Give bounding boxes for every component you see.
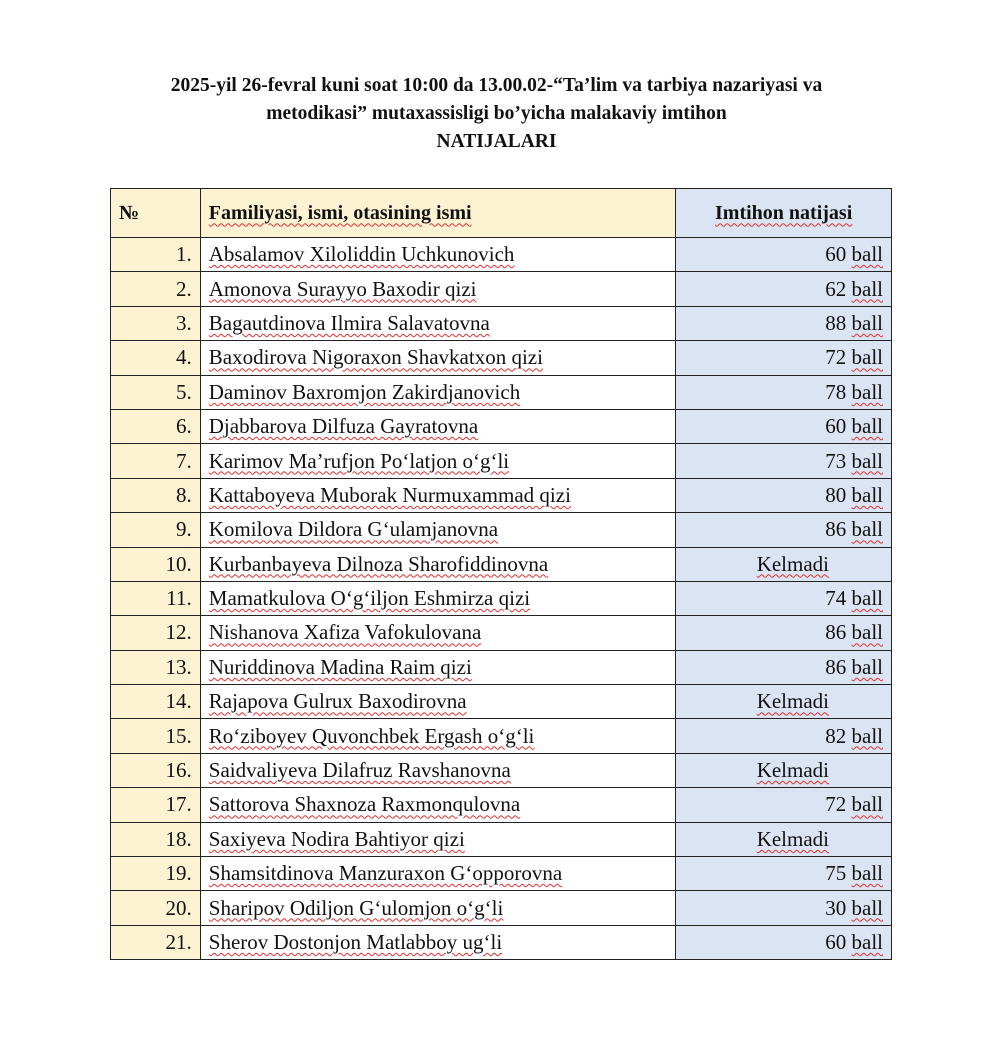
row-number: 20.	[111, 891, 201, 925]
row-result-cell	[676, 788, 892, 822]
row-number: 17.	[111, 788, 201, 822]
score-value: 86	[825, 620, 847, 645]
row-name-cell	[200, 650, 676, 684]
table-row	[111, 891, 892, 925]
row-result-cell	[676, 547, 892, 581]
row-number: 1.	[111, 238, 201, 272]
column-header-result: Imtihon natijasi	[676, 189, 892, 238]
table-row	[111, 788, 892, 822]
table-row	[111, 444, 892, 478]
row-result-cell	[676, 857, 892, 891]
table-row	[111, 238, 892, 272]
row-number: 9.	[111, 513, 201, 547]
score-value: 60	[825, 414, 847, 439]
row-number: 12.	[111, 616, 201, 650]
score-value: 62	[825, 276, 847, 301]
table-row	[111, 925, 892, 959]
row-name-cell	[200, 478, 676, 512]
row-result-cell	[676, 238, 892, 272]
student-name: Komilova Dildora G‘ulamjanovna	[208, 517, 499, 542]
row-number: 6.	[111, 409, 201, 443]
column-header-number: №	[111, 189, 201, 238]
score-unit: ball	[851, 276, 883, 301]
title-line-3: NATIJALARI	[436, 131, 557, 152]
absent-label: Kelmadi	[756, 826, 829, 851]
score-value: 78	[825, 379, 847, 404]
row-name-cell	[200, 857, 676, 891]
table-row	[111, 272, 892, 306]
absent-label: Kelmadi	[756, 689, 829, 714]
row-result-cell	[676, 616, 892, 650]
row-name-cell	[200, 753, 676, 787]
row-number: 5.	[111, 375, 201, 409]
results-table-body	[111, 238, 892, 960]
score-value: 80	[825, 482, 847, 507]
column-header-name: Familiyasi, ismi, otasining ismi	[200, 189, 676, 238]
score-value: 88	[825, 310, 847, 335]
row-number: 7.	[111, 444, 201, 478]
score-unit: ball	[851, 895, 883, 920]
table-row	[111, 341, 892, 375]
table-row	[111, 375, 892, 409]
absent-label: Kelmadi	[756, 551, 829, 576]
row-result-cell	[676, 444, 892, 478]
row-result-cell	[676, 719, 892, 753]
student-name: Saxiyeva Nodira Bahtiyor qizi	[208, 826, 465, 851]
row-name-cell	[200, 581, 676, 615]
row-name-cell	[200, 306, 676, 340]
row-name-cell	[200, 788, 676, 822]
row-name-cell	[200, 272, 676, 306]
score-value: 74	[825, 586, 847, 611]
score-value: 60	[825, 242, 847, 267]
student-name: Shamsitdinova Manzuraxon G‘opporovna	[208, 861, 563, 886]
row-number: 2.	[111, 272, 201, 306]
score-unit: ball	[851, 310, 883, 335]
table-header-row	[111, 189, 892, 238]
student-name: Sharipov Odiljon G‘ulomjon o‘g‘li	[208, 895, 504, 920]
table-row	[111, 306, 892, 340]
table-row	[111, 719, 892, 753]
table-row	[111, 685, 892, 719]
score-unit: ball	[851, 345, 883, 370]
table-row	[111, 753, 892, 787]
student-name: Saidvaliyeva Dilafruz Ravshanovna	[208, 758, 511, 783]
row-number: 18.	[111, 822, 201, 856]
row-number: 3.	[111, 306, 201, 340]
row-result-cell	[676, 341, 892, 375]
results-table	[110, 188, 892, 960]
student-name: Baxodirova Nigoraxon Shavkatxon qizi	[208, 345, 543, 370]
student-name: Sherov Dostonjon Matlabboy ug‘li	[208, 930, 503, 954]
score-value: 72	[825, 792, 847, 817]
row-number: 19.	[111, 857, 201, 891]
score-unit: ball	[851, 414, 883, 439]
student-name: Ro‘ziboyev Quvonchbek Ergash o‘g‘li	[208, 723, 535, 748]
student-name: Djabbarova Dilfuza Gayratovna	[208, 414, 479, 439]
score-unit: ball	[851, 792, 883, 817]
row-number: 4.	[111, 341, 201, 375]
table-row	[111, 822, 892, 856]
student-name: Kattaboyeva Muborak Nurmuxammad qizi	[208, 482, 571, 507]
title-line-2: metodikasi” mutaxassisligi bo’yicha malakaviy imtihon	[266, 103, 727, 124]
row-result-cell	[676, 513, 892, 547]
table-row	[111, 513, 892, 547]
table-row	[111, 409, 892, 443]
row-name-cell	[200, 822, 676, 856]
row-name-cell	[200, 444, 676, 478]
table-row	[111, 547, 892, 581]
table-row	[111, 478, 892, 512]
score-unit: ball	[851, 482, 883, 507]
score-value: 75	[825, 861, 847, 886]
row-name-cell	[200, 616, 676, 650]
student-name: Karimov Ma’rufjon Po‘latjon o‘g‘li	[208, 448, 510, 473]
row-name-cell	[200, 409, 676, 443]
score-unit: ball	[851, 448, 883, 473]
student-name: Sattorova Shaxnoza Raxmonqulovna	[208, 792, 521, 817]
row-result-cell	[676, 650, 892, 684]
student-name: Amonova Surayyo Baxodir qizi	[208, 276, 477, 301]
row-number: 15.	[111, 719, 201, 753]
student-name: Kurbanbayeva Dilnoza Sharofiddinovna	[208, 551, 549, 576]
score-value: 86	[825, 654, 847, 679]
table-row	[111, 650, 892, 684]
row-result-cell	[676, 581, 892, 615]
row-name-cell	[200, 719, 676, 753]
score-unit: ball	[851, 517, 883, 542]
student-name: Bagautdinova Ilmira Salavatovna	[208, 310, 490, 335]
student-name: Daminov Baxromjon Zakirdjanovich	[208, 379, 521, 404]
row-name-cell	[200, 341, 676, 375]
student-name: Rajapova Gulrux Baxodirovna	[208, 689, 467, 714]
score-unit: ball	[851, 861, 883, 886]
student-name: Mamatkulova O‘g‘iljon Eshmirza qizi	[208, 586, 531, 611]
row-result-cell	[676, 891, 892, 925]
row-result-cell	[676, 925, 892, 959]
absent-label: Kelmadi	[756, 758, 829, 783]
student-name: Nuriddinova Madina Raim qizi	[208, 654, 472, 679]
score-value: 72	[825, 345, 847, 370]
row-number: 10.	[111, 547, 201, 581]
table-row	[111, 581, 892, 615]
score-unit: ball	[851, 586, 883, 611]
score-unit: ball	[851, 930, 883, 954]
row-number: 8.	[111, 478, 201, 512]
row-result-cell	[676, 478, 892, 512]
score-value: 30	[825, 895, 847, 920]
student-name: Nishanova Xafiza Vafokulovana	[208, 620, 482, 645]
document-title	[40, 72, 953, 156]
score-value: 60	[825, 930, 847, 954]
row-name-cell	[200, 685, 676, 719]
row-result-cell	[676, 272, 892, 306]
row-result-cell	[676, 306, 892, 340]
row-name-cell	[200, 891, 676, 925]
score-unit: ball	[851, 379, 883, 404]
row-number: 13.	[111, 650, 201, 684]
row-number: 11.	[111, 581, 201, 615]
row-name-cell	[200, 375, 676, 409]
score-value: 86	[825, 517, 847, 542]
student-name: Absalamov Xiloliddin Uchkunovich	[208, 242, 515, 267]
row-name-cell	[200, 238, 676, 272]
row-result-cell	[676, 409, 892, 443]
table-row	[111, 616, 892, 650]
score-value: 73	[825, 448, 847, 473]
row-name-cell	[200, 513, 676, 547]
score-unit: ball	[851, 654, 883, 679]
score-value: 82	[825, 723, 847, 748]
score-unit: ball	[851, 242, 883, 267]
row-name-cell	[200, 925, 676, 959]
row-number: 14.	[111, 685, 201, 719]
row-name-cell	[200, 547, 676, 581]
table-row	[111, 857, 892, 891]
row-result-cell	[676, 375, 892, 409]
row-number: 21.	[111, 925, 201, 959]
row-number: 16.	[111, 753, 201, 787]
row-result-cell	[676, 685, 892, 719]
score-unit: ball	[851, 723, 883, 748]
score-unit: ball	[851, 620, 883, 645]
row-result-cell	[676, 753, 892, 787]
row-result-cell	[676, 822, 892, 856]
title-line-1: 2025-yil 26-fevral kuni soat 10:00 da 13.00.02-“Ta’lim va tarbiya nazariyasi va	[170, 75, 823, 96]
